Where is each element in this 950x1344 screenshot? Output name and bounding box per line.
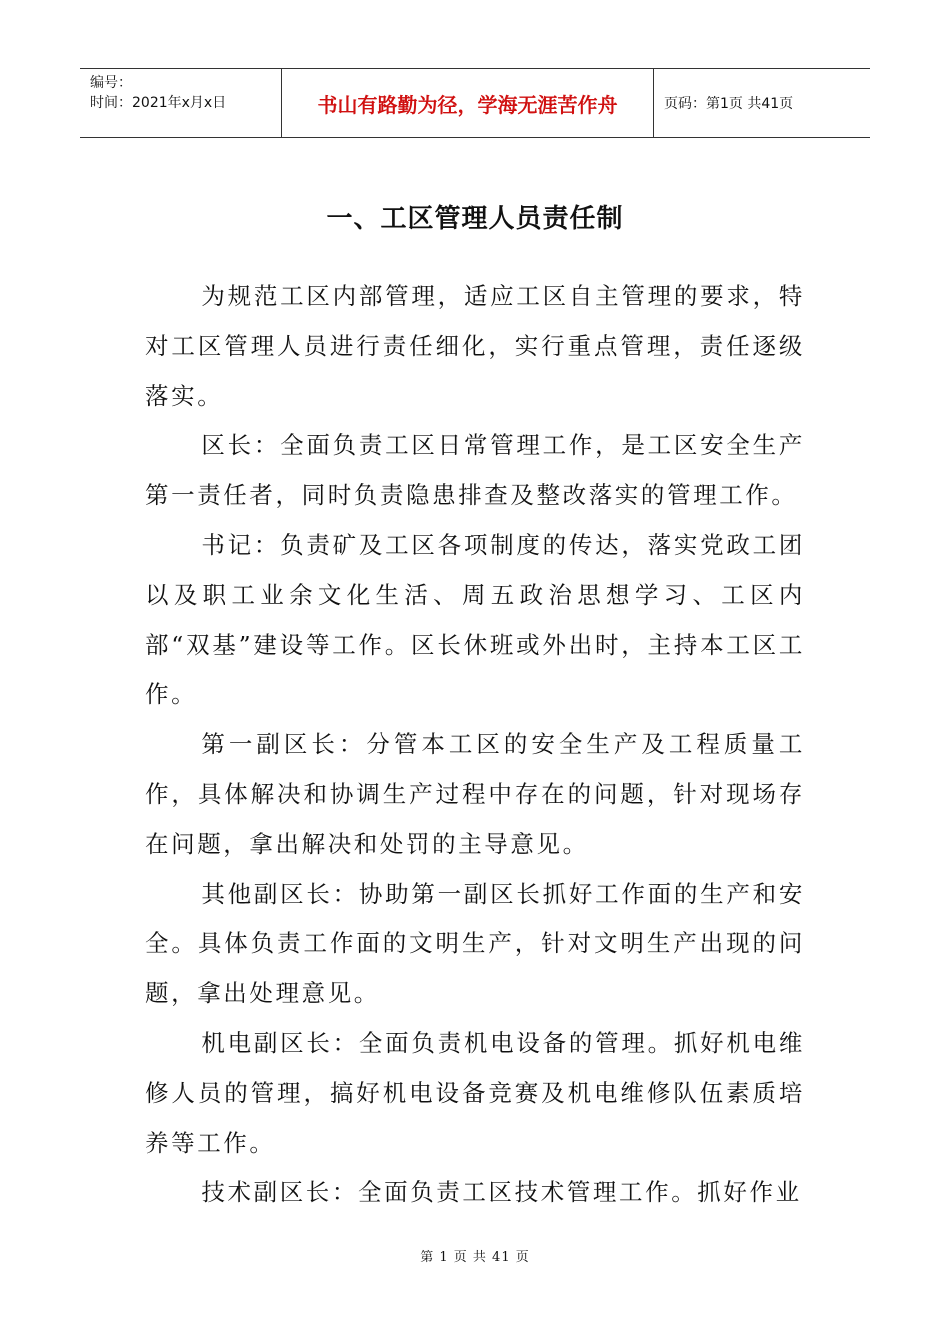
header-page-info: 页码：第1页 共41页 xyxy=(664,96,794,112)
paragraph-intro: 为规范工区内部管理，适应工区自主管理的要求，特对工区管理人员进行责任细化，实行重点管理，责任逐级落实。 xyxy=(145,282,805,410)
document-title: 一、工区管理人员责任制 xyxy=(326,204,624,234)
document-body xyxy=(145,272,805,1218)
header-motto: 书山有路勤为径，学海无涯苦作舟 xyxy=(282,69,654,137)
paragraph-first-deputy: 第一副区长：分管本工区的安全生产及工程质量工作，具体解决和协调生产过程中存在的问题，针对现场存在问题，拿出解决和处罚的主导意见。 xyxy=(145,730,805,858)
paragraph-district-chief: 区长：全面负责工区日常管理工作，是工区安全生产第一责任者，同时负责隐患排查及整改落实的管理工作。 xyxy=(145,431,805,510)
document-number-label: 编号： xyxy=(90,75,132,91)
header-meta xyxy=(80,69,282,137)
paragraph-technical-deputy: 技术副区长：全面负责工区技术管理工作。抓好作业 xyxy=(201,1178,802,1207)
page-footer: 第 1 页 共 41 页 xyxy=(420,1250,530,1265)
paragraph-other-deputy: 其他副区长：协助第一副区长抓好工作面的生产和安全。具体负责工作面的文明生产，针对文明生产出现的问题，拿出处理意见。 xyxy=(145,879,805,1008)
page-header xyxy=(80,68,870,138)
paragraph-electromechanical-deputy: 机电副区长：全面负责机电设备的管理。抓好机电维修人员的管理，搞好机电设备竞赛及机电维修队伍素质培养等工作。 xyxy=(145,1028,805,1157)
document-date-label: 时间：2021年x月x日 xyxy=(90,95,227,111)
paragraph-secretary: 书记：负责矿及工区各项制度的传达，落实党政工团以及职工业余文化生活、周五政治思想学习、工区内部“双基”建设等工作。区长休班或外出时，主持本工区工作。 xyxy=(145,530,805,709)
